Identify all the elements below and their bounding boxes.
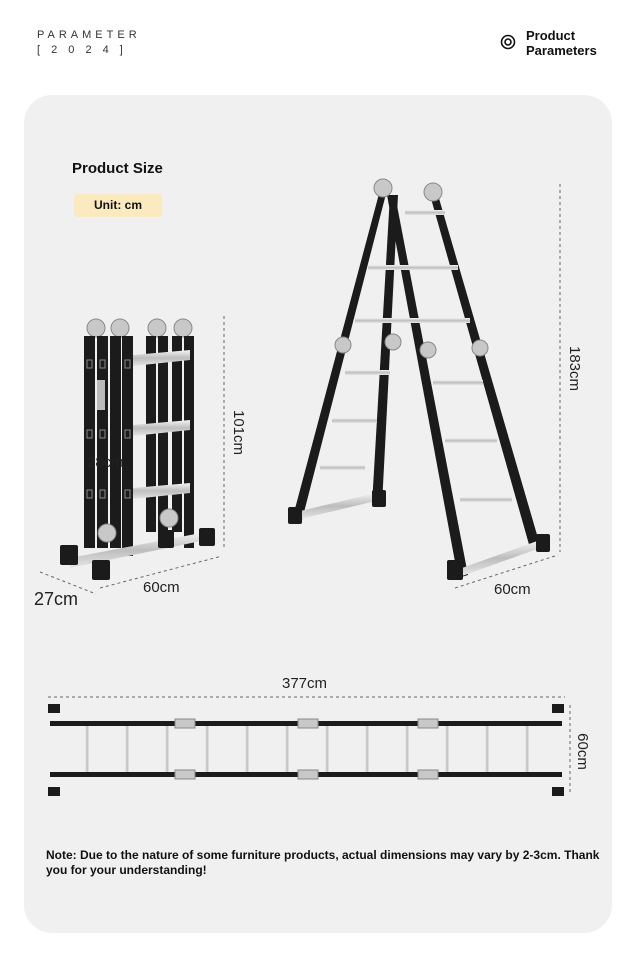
product-size-title: Product Size — [72, 160, 163, 177]
a-frame-width-label: 60cm — [494, 581, 531, 598]
a-frame-height-label: 183cm — [566, 345, 584, 392]
extended-ladder — [48, 697, 570, 796]
a-frame-ladder — [288, 179, 560, 588]
unit-badge: Unit: cm — [74, 194, 162, 217]
folded-height-label: 101cm — [230, 409, 248, 456]
brand-word: PARAMETER — [37, 29, 141, 41]
extended-width-label: 60cm — [573, 733, 591, 770]
dimension-note: Note: Due to the nature of some furniture products, actual dimensions may vary by 2-3cm. Thank you for your understanding! — [46, 848, 600, 877]
folded-depth-label: 28cm — [87, 454, 124, 471]
extended-length-label: 377cm — [282, 675, 328, 692]
folded-base-label: 27cm — [34, 589, 79, 609]
section-title-line1: Product — [526, 28, 576, 43]
section-title-line2: Parameters — [526, 43, 597, 58]
brand-year: [ 2 0 2 4 ] — [37, 44, 127, 56]
folded-ladder — [40, 316, 224, 594]
folded-width-label: 60cm — [143, 579, 180, 596]
